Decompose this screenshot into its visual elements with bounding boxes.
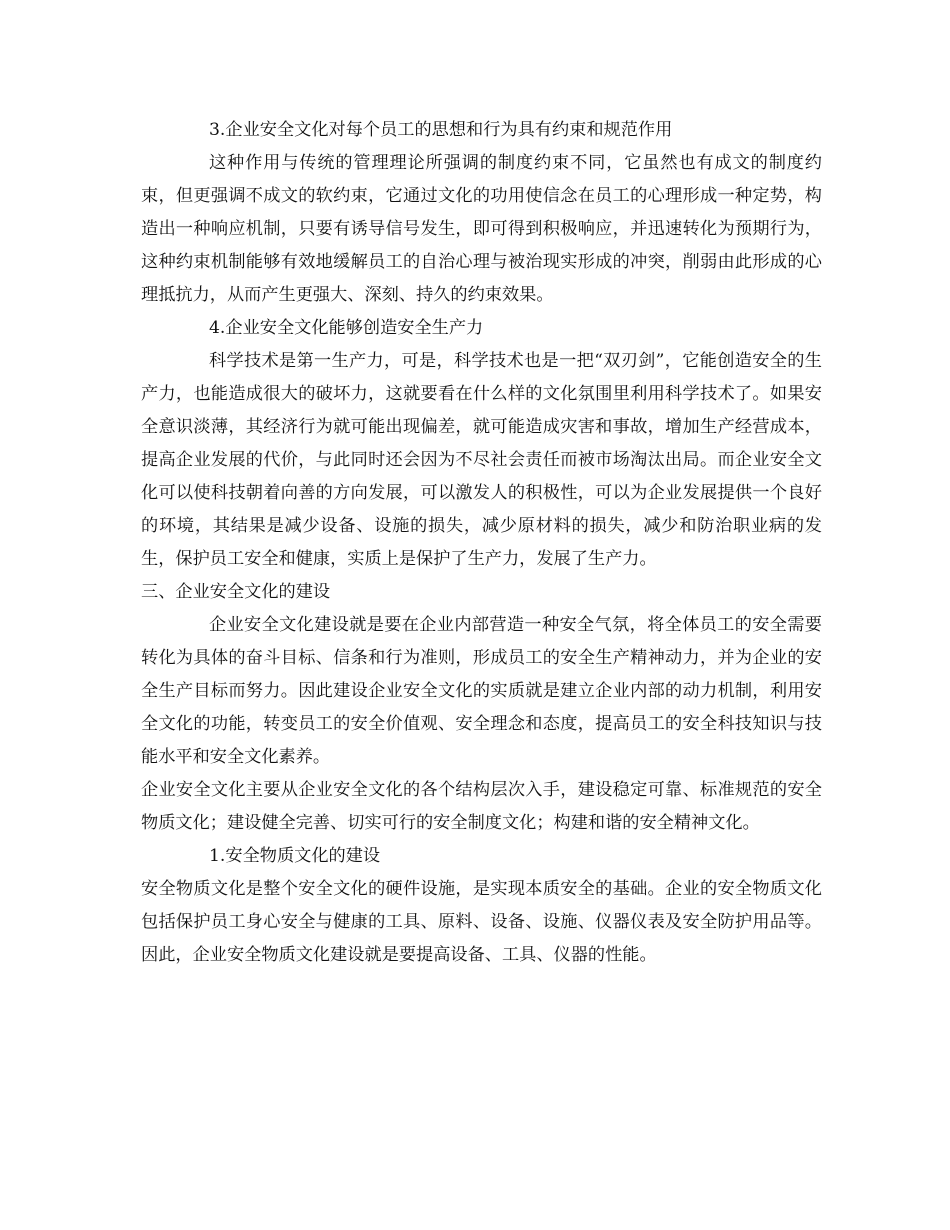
paragraph-construction: 企业安全文化建设就是要在企业内部营造一种安全气氛，将全体员工的安全需要转化为具体的奋斗目标、信条和行为准则，形成员工的安全生产精神动力，并为企业的安全生产目标而努力。因此建设企业安全文化的实质就是建立企业内部的动力机制，利用安全文化的功能，转变员工的安全价值观、安全理念和态度，提高员工的安全科技知识与技能水平和安全文化素养。	[141, 615, 822, 767]
subheading-4: 4.企业安全文化能够创造安全生产力	[209, 318, 484, 338]
paragraph-productivity: 科学技术是第一生产力，可是，科学技术也是一把“双刃剑”，它能创造安全的生产力，也能造成很大的破坏力，这就要看在什么样的文化氛围里利用科学技术了。如果安全意识淡薄，其经济行为就可能出现偏差，就可能造成灾害和事故，增加生产经营成本，提高企业发展的代价，与此同时还会因为不尽社会责任而被市场淘汰出局。而企业安全文化可以使科技朝着向善的方向发展，可以激发人的积极性，可以为企业发展提供一个良好的环境，其结果是减少设备、设施的损失，减少原材料的损失，减少和防治职业病的发生，保护员工安全和健康，实质上是保护了生产力，发展了生产力。	[141, 351, 822, 569]
paragraph-material-culture: 安全物质文化是整个安全文化的硬件设施，是实现本质安全的基础。企业的安全物质文化包括保护员工身心安全与健康的工具、原料、设备、设施、仪器仪表及安全防护用品等。因此，企业安全物质文化建设就是要提高设备、工具、仪器的性能。	[141, 879, 822, 965]
subheading-1: 1.安全物质文化的建设	[209, 846, 381, 866]
paragraph-constraint: 这种作用与传统的管理理论所强调的制度约束不同，它虽然也有成文的制度约束，但更强调不成文的软约束，它通过文化的功用使信念在员工的心理形成一种定势，构造出一种响应机制，只要有诱导信号发生，即可得到积极响应，并迅速转化为预期行为，这种约束机制能够有效地缓解员工的自治心理与被治现实形成的冲突，削弱由此形成的心理抵抗力，从而产生更强大、深刻、持久的约束效果。	[141, 153, 822, 305]
subheading-3: 3.企业安全文化对每个员工的思想和行为具有约束和规范作用	[209, 120, 673, 140]
paragraph-structure-layers: 企业安全文化主要从企业安全文化的各个结构层次入手，建设稳定可靠、标准规范的安全物质文化；建设健全完善、切实可行的安全制度文化；构建和谐的安全精神文化。	[141, 780, 822, 833]
section-heading-3: 三、企业安全文化的建设	[141, 582, 331, 602]
document-body	[141, 114, 822, 972]
